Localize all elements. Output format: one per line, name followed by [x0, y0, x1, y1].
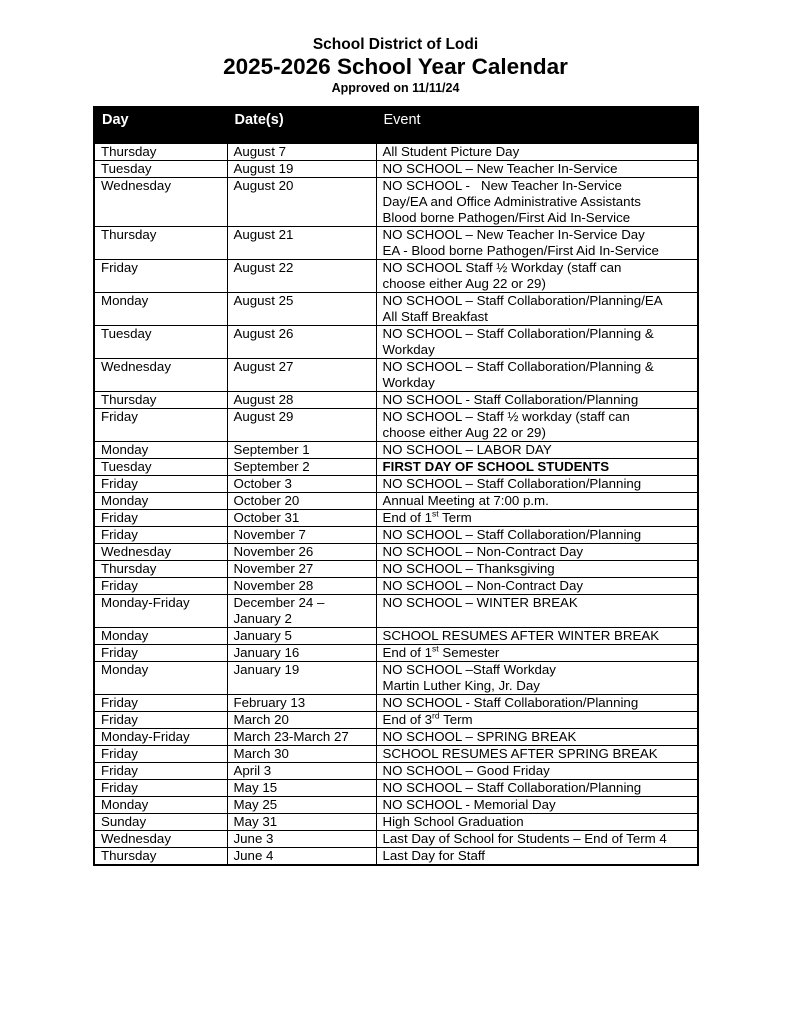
text-line: NO SCHOOL – WINTER BREAK [382, 595, 578, 610]
event-cell [376, 493, 698, 510]
event-cell [376, 510, 698, 527]
table-row [94, 814, 698, 831]
event-cell [376, 476, 698, 493]
text-line: Monday [101, 662, 149, 677]
text-line: NO SCHOOL – SPRING BREAK [382, 729, 577, 744]
table-row [94, 578, 698, 595]
date-cell [227, 178, 376, 227]
text-line: August 20 [233, 178, 294, 193]
event-cell [376, 746, 698, 763]
text-line: NO SCHOOL – Staff Collaboration/Planning [382, 476, 642, 491]
table-row [94, 763, 698, 780]
text-line: February 13 [233, 695, 306, 710]
text-line: High School Graduation [382, 814, 524, 829]
date-cell [227, 144, 376, 161]
ordinal-superscript: rd [432, 710, 440, 721]
date-cell [227, 392, 376, 409]
day-cell [94, 144, 227, 161]
text-line: August 28 [233, 392, 294, 407]
day-cell [94, 293, 227, 326]
text-line: October 20 [233, 493, 300, 508]
text-line: NO SCHOOL – Staff Collaboration/Planning/EA [382, 293, 663, 308]
text-line: June 3 [233, 831, 274, 846]
text-line: Friday [101, 578, 138, 593]
day-cell [94, 392, 227, 409]
event-cell [376, 628, 698, 645]
text-line: November 27 [233, 561, 314, 576]
date-cell [227, 746, 376, 763]
table-row [94, 831, 698, 848]
text-line: October 31 [233, 510, 300, 525]
table-row [94, 712, 698, 729]
text-line: October 3 [233, 476, 292, 491]
table-row [94, 628, 698, 645]
date-cell [227, 797, 376, 814]
date-cell [227, 780, 376, 797]
text-line: August 19 [233, 161, 294, 176]
date-cell [227, 359, 376, 392]
text-line: Monday-Friday [101, 729, 190, 744]
text-line: April 3 [233, 763, 272, 778]
text-line: choose either Aug 22 or 29) [382, 425, 546, 440]
text-line: Day/EA and Office Administrative Assistants [382, 194, 641, 209]
calendar-table [93, 106, 699, 866]
text-line: Thursday [101, 848, 157, 863]
text-line: Wednesday [101, 831, 171, 846]
date-cell [227, 459, 376, 476]
table-row [94, 645, 698, 662]
column-header-event: Event [376, 107, 698, 144]
event-cell [376, 662, 698, 695]
day-cell [94, 326, 227, 359]
text-line: NO SCHOOL - New Teacher In-Service [382, 178, 622, 193]
text-line: NO SCHOOL – Thanksgiving [382, 561, 555, 576]
event-cell [376, 544, 698, 561]
table-row [94, 544, 698, 561]
text-line: December 24 – [233, 595, 325, 610]
day-cell [94, 780, 227, 797]
event-cell [376, 578, 698, 595]
text-line: Monday [101, 442, 149, 457]
event-cell [376, 780, 698, 797]
date-cell [227, 293, 376, 326]
day-cell [94, 561, 227, 578]
text-line: August 25 [233, 293, 294, 308]
day-cell [94, 359, 227, 392]
event-cell [376, 326, 698, 359]
text-line: NO SCHOOL - Staff Collaboration/Planning [382, 392, 639, 407]
day-cell [94, 763, 227, 780]
text-line: All Staff Breakfast [382, 309, 488, 324]
day-cell [94, 831, 227, 848]
day-cell [94, 746, 227, 763]
text-line: September 1 [233, 442, 310, 457]
event-cell [376, 712, 698, 729]
date-cell [227, 260, 376, 293]
event-cell [376, 831, 698, 848]
text-line: NO SCHOOL – Staff Collaboration/Planning [382, 527, 642, 542]
table-row [94, 662, 698, 695]
text-line: End of 1st Semester [382, 643, 500, 660]
text-line: May 31 [233, 814, 278, 829]
day-cell [94, 476, 227, 493]
date-cell [227, 695, 376, 712]
event-cell [376, 260, 698, 293]
table-header-row [94, 107, 698, 144]
date-cell [227, 578, 376, 595]
day-cell [94, 459, 227, 476]
text-line: Sunday [101, 814, 147, 829]
event-cell [376, 797, 698, 814]
calendar-table-body [94, 144, 698, 866]
table-row [94, 493, 698, 510]
text-line: January 5 [233, 628, 292, 643]
day-cell [94, 797, 227, 814]
event-cell [376, 161, 698, 178]
text-line: November 28 [233, 578, 314, 593]
text-line: Thursday [101, 561, 157, 576]
text-line: NO SCHOOL – Non-Contract Day [382, 578, 583, 593]
day-cell [94, 729, 227, 746]
event-cell [376, 442, 698, 459]
text-line: Blood borne Pathogen/First Aid In-Service [382, 210, 631, 225]
day-cell [94, 227, 227, 260]
event-cell [376, 695, 698, 712]
text-line: June 4 [233, 848, 274, 863]
day-cell [94, 848, 227, 866]
text-line: August 22 [233, 260, 294, 275]
day-cell [94, 645, 227, 662]
event-cell [376, 595, 698, 628]
text-line: Friday [101, 695, 138, 710]
event-cell [376, 409, 698, 442]
text-line: Friday [101, 763, 138, 778]
table-row [94, 161, 698, 178]
text-line: NO SCHOOL Staff ½ Workday (staff can [382, 260, 622, 275]
text-line: Tuesday [101, 161, 152, 176]
event-cell [376, 729, 698, 746]
day-cell [94, 409, 227, 442]
text-line: Friday [101, 409, 138, 424]
text-line: NO SCHOOL – New Teacher In-Service [382, 161, 618, 176]
table-row [94, 729, 698, 746]
table-row [94, 797, 698, 814]
table-row [94, 144, 698, 161]
text-line: End of 1st Term [382, 508, 472, 525]
table-row [94, 392, 698, 409]
table-row [94, 178, 698, 227]
text-line: May 25 [233, 797, 278, 812]
day-cell [94, 628, 227, 645]
date-cell [227, 161, 376, 178]
column-header-dates: Date(s) [227, 107, 376, 144]
table-row [94, 227, 698, 260]
text-line: NO SCHOOL – LABOR DAY [382, 442, 552, 457]
date-cell [227, 493, 376, 510]
text-line: Last Day for Staff [382, 848, 485, 863]
text-line: Monday [101, 293, 149, 308]
text-line: NO SCHOOL – Good Friday [382, 763, 550, 778]
text-line: Workday [382, 375, 435, 390]
approved-note: Approved on 11/11/24 [331, 81, 460, 95]
page-title: 2025-2026 School Year Calendar [223, 54, 568, 79]
text-line: Friday [101, 645, 138, 660]
text-line: August 21 [233, 227, 294, 242]
text-line: March 20 [233, 712, 289, 727]
text-line: NO SCHOOL – Non-Contract Day [382, 544, 583, 559]
table-row [94, 510, 698, 527]
text-line: Friday [101, 527, 138, 542]
date-cell [227, 442, 376, 459]
table-row [94, 595, 698, 628]
date-cell [227, 814, 376, 831]
date-cell [227, 662, 376, 695]
date-cell [227, 326, 376, 359]
date-cell [227, 763, 376, 780]
date-cell [227, 527, 376, 544]
text-line: Wednesday [101, 178, 171, 193]
day-cell [94, 595, 227, 628]
day-cell [94, 712, 227, 729]
day-cell [94, 161, 227, 178]
table-row [94, 848, 698, 866]
text-line: Monday-Friday [101, 595, 190, 610]
text-line: Friday [101, 712, 138, 727]
text-line: August 27 [233, 359, 294, 374]
text-line: Friday [101, 476, 138, 491]
text-line: March 23-March 27 [233, 729, 349, 744]
date-cell [227, 510, 376, 527]
text-line: Thursday [101, 227, 157, 242]
text-line: NO SCHOOL – Staff Collaboration/Planning [382, 780, 642, 795]
table-row [94, 260, 698, 293]
text-line: March 30 [233, 746, 289, 761]
event-cell [376, 359, 698, 392]
text-line: August 26 [233, 326, 294, 341]
text-line: Annual Meeting at 7:00 p.m. [382, 493, 549, 508]
text-line: EA - Blood borne Pathogen/First Aid In-Service [382, 243, 659, 258]
text-line: FIRST DAY OF SCHOOL STUDENTS [382, 459, 610, 474]
date-cell [227, 544, 376, 561]
event-cell [376, 848, 698, 866]
text-line: Friday [101, 510, 138, 525]
text-line: Thursday [101, 392, 157, 407]
text-line: NO SCHOOL – Staff Collaboration/Planning & [382, 326, 654, 341]
date-cell [227, 409, 376, 442]
text-line: End of 3rd Term [382, 710, 473, 727]
text-line: May 15 [233, 780, 278, 795]
text-line: NO SCHOOL –Staff Workday [382, 662, 556, 677]
day-cell [94, 695, 227, 712]
date-cell [227, 712, 376, 729]
text-line: August 29 [233, 409, 294, 424]
text-line: November 7 [233, 527, 306, 542]
day-cell [94, 544, 227, 561]
text-line: SCHOOL RESUMES AFTER WINTER BREAK [382, 628, 660, 643]
table-row [94, 359, 698, 392]
text-line: NO SCHOOL - Memorial Day [382, 797, 556, 812]
day-cell [94, 814, 227, 831]
day-cell [94, 493, 227, 510]
text-line: Monday [101, 628, 149, 643]
text-line: NO SCHOOL – Staff Collaboration/Planning & [382, 359, 654, 374]
text-line: January 16 [233, 645, 300, 660]
table-row [94, 442, 698, 459]
text-line: Friday [101, 780, 138, 795]
day-cell [94, 442, 227, 459]
event-cell [376, 178, 698, 227]
text-line: NO SCHOOL - Staff Collaboration/Planning [382, 695, 639, 710]
date-cell [227, 561, 376, 578]
table-row [94, 326, 698, 359]
table-row [94, 561, 698, 578]
text-line: Wednesday [101, 544, 171, 559]
date-cell [227, 645, 376, 662]
document-header [0, 0, 791, 95]
ordinal-superscript: st [432, 643, 439, 654]
text-line: Monday [101, 493, 149, 508]
text-line: Last Day of School for Students – End of Term 4 [382, 831, 667, 846]
text-line: Workday [382, 342, 435, 357]
table-row [94, 293, 698, 326]
district-name: School District of Lodi [312, 36, 479, 53]
text-line: Tuesday [101, 459, 152, 474]
date-cell [227, 729, 376, 746]
text-line: January 2 [233, 611, 292, 626]
table-row [94, 459, 698, 476]
text-line: Martin Luther King, Jr. Day [382, 678, 540, 693]
column-header-day: Day [94, 107, 227, 144]
table-row [94, 476, 698, 493]
event-cell [376, 459, 698, 476]
event-cell [376, 293, 698, 326]
text-line: NO SCHOOL – Staff ½ workday (staff can [382, 409, 630, 424]
text-line: choose either Aug 22 or 29) [382, 276, 546, 291]
ordinal-superscript: st [432, 508, 439, 519]
event-cell [376, 227, 698, 260]
table-row [94, 780, 698, 797]
text-line: January 19 [233, 662, 300, 677]
event-cell [376, 561, 698, 578]
day-cell [94, 662, 227, 695]
text-line: August 7 [233, 144, 286, 159]
day-cell [94, 178, 227, 227]
date-cell [227, 831, 376, 848]
date-cell [227, 595, 376, 628]
table-row [94, 409, 698, 442]
date-cell [227, 476, 376, 493]
text-line: All Student Picture Day [382, 144, 520, 159]
event-cell [376, 144, 698, 161]
event-cell [376, 763, 698, 780]
event-cell [376, 392, 698, 409]
date-cell [227, 227, 376, 260]
day-cell [94, 260, 227, 293]
text-line: Wednesday [101, 359, 171, 374]
table-row [94, 695, 698, 712]
text-line: NO SCHOOL – New Teacher In-Service Day [382, 227, 645, 242]
text-line: SCHOOL RESUMES AFTER SPRING BREAK [382, 746, 658, 761]
table-row [94, 746, 698, 763]
text-line: Monday [101, 797, 149, 812]
text-line: September 2 [233, 459, 310, 474]
date-cell [227, 848, 376, 866]
text-line: Tuesday [101, 326, 152, 341]
day-cell [94, 510, 227, 527]
day-cell [94, 527, 227, 544]
day-cell [94, 578, 227, 595]
event-cell [376, 527, 698, 544]
text-line: Thursday [101, 144, 157, 159]
text-line: November 26 [233, 544, 314, 559]
event-cell [376, 814, 698, 831]
date-cell [227, 628, 376, 645]
text-line: Friday [101, 746, 138, 761]
event-cell [376, 645, 698, 662]
text-line: Friday [101, 260, 138, 275]
table-row [94, 527, 698, 544]
